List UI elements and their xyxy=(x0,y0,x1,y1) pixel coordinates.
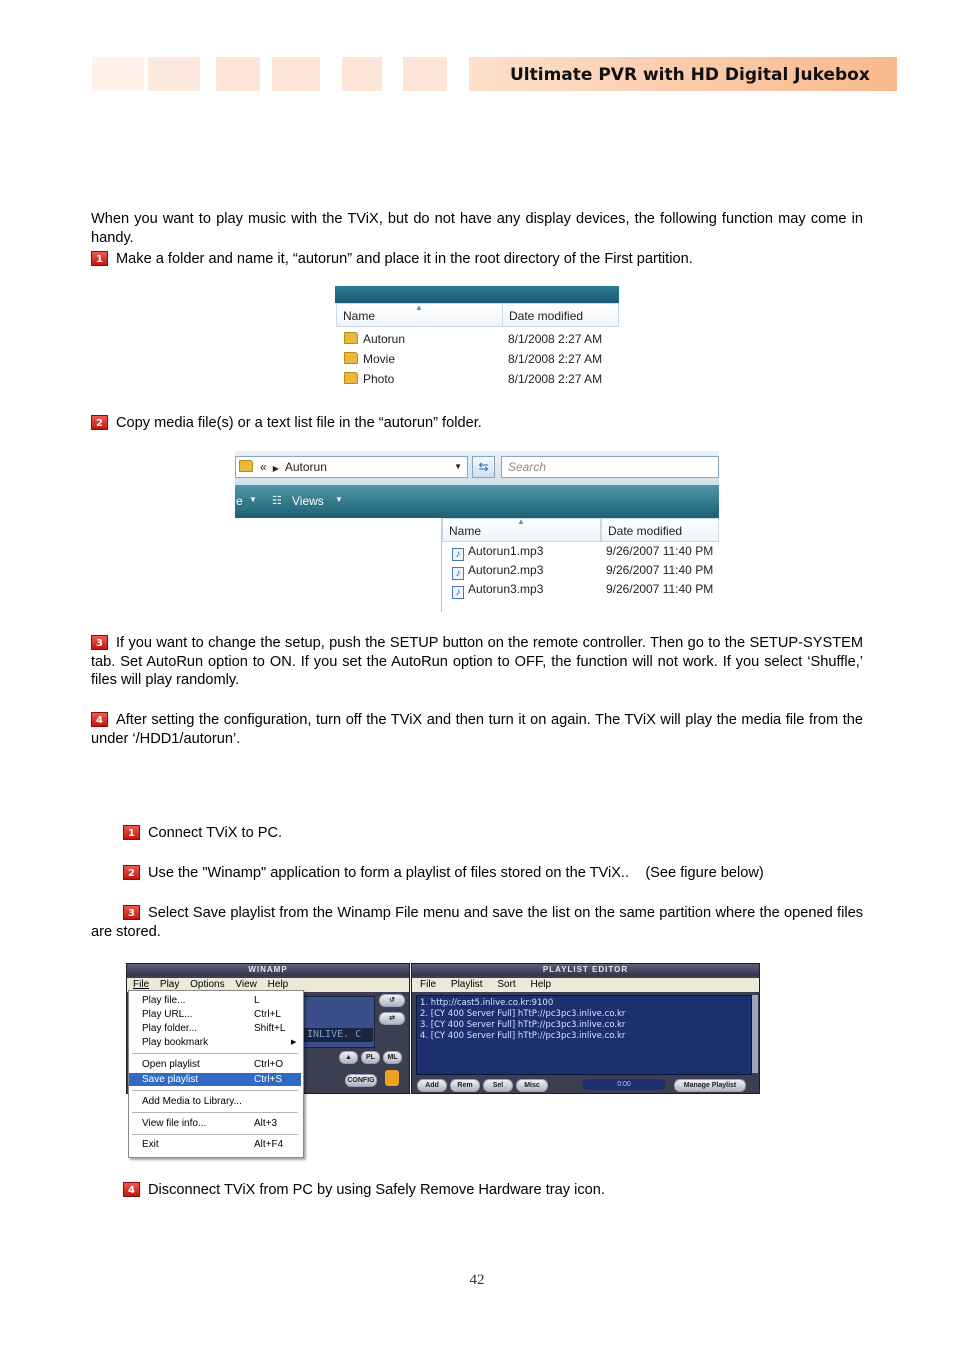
menu-separator xyxy=(132,1134,298,1135)
views-icon: ☷ xyxy=(272,495,282,507)
song-ticker: INLIVE. C xyxy=(303,1028,373,1042)
header-decor-1 xyxy=(92,57,144,91)
menu-item-play-folder[interactable]: Play folder... Shift+L xyxy=(142,1023,286,1034)
page-number: 42 xyxy=(469,1272,485,1288)
ml-button[interactable]: ML xyxy=(383,1051,402,1064)
sort-ascending-icon: ▲ xyxy=(517,517,525,526)
winamp-logo-icon xyxy=(385,1070,399,1086)
sort-ascending-icon: ▲ xyxy=(415,303,423,312)
step-4 xyxy=(91,711,863,748)
step-2-winamp xyxy=(123,864,863,883)
views-button[interactable]: Views xyxy=(292,494,324,508)
chevron-right-icon: ▶ xyxy=(272,464,279,473)
add-button[interactable]: Add xyxy=(417,1079,447,1092)
list-item[interactable]: 2. [CY 400 Server Full] hTtP://pc3pc3.inlive.co.kr xyxy=(420,1009,626,1019)
audio-file-icon: ♪ xyxy=(452,567,464,580)
playlist-titlebar[interactable]: PLAYLIST EDITOR xyxy=(412,964,759,976)
list-item[interactable]: ♪ Autorun1.mp3 xyxy=(452,544,543,561)
playlist-time-display: 0:00 xyxy=(582,1079,666,1090)
step-1 xyxy=(91,250,863,269)
playlist-scrollbar[interactable] xyxy=(752,995,758,1073)
column-header-name[interactable]: Name xyxy=(442,518,601,542)
playlist-menubar xyxy=(412,978,759,992)
navigation-pane xyxy=(235,518,442,612)
shuffle-button[interactable]: ⇄ xyxy=(379,1012,405,1025)
address-bar[interactable] xyxy=(235,456,468,478)
misc-button[interactable]: Misc xyxy=(516,1079,548,1092)
folder-icon xyxy=(239,460,253,472)
step-number-badge: 1 xyxy=(123,825,140,840)
menu-item-save-playlist[interactable]: Save playlist Ctrl+S xyxy=(129,1073,301,1086)
header-decor-5 xyxy=(342,57,382,91)
audio-file-icon: ♪ xyxy=(452,586,464,599)
menu-sort[interactable]: Sort xyxy=(497,979,516,990)
step-text: Connect TViX to PC. xyxy=(148,825,283,841)
step-3 xyxy=(91,634,863,690)
menu-item-view-file-info[interactable]: View file info... Alt+3 xyxy=(142,1118,278,1129)
menu-separator xyxy=(132,1053,298,1054)
step-3-save-playlist xyxy=(91,904,863,941)
winamp-file-menu xyxy=(128,990,304,1158)
list-item-date: 9/26/2007 11:40 PM xyxy=(606,582,714,596)
list-item-date: 9/26/2007 11:40 PM xyxy=(606,563,714,577)
explorer-toolbar xyxy=(335,286,619,303)
menu-help[interactable]: Help xyxy=(267,979,289,990)
repeat-button[interactable]: ↺ xyxy=(379,994,405,1007)
menu-file[interactable]: File xyxy=(420,979,437,990)
intro-paragraph: When you want to play music with the TViX, but do not have any display devices, the following function may come in handy. xyxy=(91,211,863,246)
step-number-badge: 4 xyxy=(91,712,108,727)
list-item[interactable]: 3. [CY 400 Server Full] hTtP://pc3pc3.inlive.co.kr xyxy=(420,1020,626,1030)
config-button[interactable]: CONFIG xyxy=(345,1074,377,1087)
menu-options[interactable]: Options xyxy=(190,979,225,990)
remove-button[interactable]: Rem xyxy=(450,1079,480,1092)
folder-icon xyxy=(344,332,358,344)
step-number-badge: 1 xyxy=(91,251,108,266)
chevron-down-icon[interactable]: ▼ xyxy=(454,462,462,471)
playlist-items xyxy=(416,995,752,1075)
winamp-titlebar[interactable]: WINAMP xyxy=(127,964,409,976)
step-1-connect xyxy=(123,824,863,843)
select-button[interactable]: Sel xyxy=(483,1079,513,1092)
menu-play[interactable]: Play xyxy=(159,979,180,990)
header-decor-3 xyxy=(216,57,260,91)
menu-item-play-bookmark[interactable]: Play bookmark ▶ xyxy=(142,1037,297,1048)
header-decor-2 xyxy=(148,57,200,91)
step-number-badge: 2 xyxy=(91,415,108,430)
address-text: Autorun xyxy=(284,460,327,474)
playlist-editor-window xyxy=(411,963,760,1094)
address-prefix[interactable]: « xyxy=(260,460,267,474)
step-4-disconnect xyxy=(123,1181,863,1200)
step-number-badge: 2 xyxy=(123,865,140,880)
step-text: Use the "Winamp" application to form a playlist of files stored on the TViX.. (See figure below) xyxy=(148,865,764,881)
explorer-toolbar xyxy=(235,485,719,518)
step-text: Copy media file(s) or a text list file in the “autorun” folder. xyxy=(116,415,482,431)
list-item[interactable]: Movie xyxy=(344,352,395,366)
step-number-badge: 4 xyxy=(123,1182,140,1197)
audio-file-icon: ♪ xyxy=(452,548,464,561)
step-text: If you want to change the setup, push the SETUP button on the remote controller. Then go to the SETUP-SYSTEM tab. Set AutoRun option to ON. If you set the AutoRun option to OFF, the function will not work. If you select ‘Shuffle,’ files will play randomly. xyxy=(91,635,863,688)
menu-item-add-media[interactable]: Add Media to Library... xyxy=(142,1096,242,1107)
menu-playlist[interactable]: Playlist xyxy=(450,979,483,990)
menu-item-play-url[interactable]: Play URL... Ctrl+L xyxy=(142,1009,281,1020)
list-item[interactable]: Photo xyxy=(344,372,394,386)
menu-view[interactable]: View xyxy=(235,979,257,990)
header-decor-4 xyxy=(272,57,320,91)
step-2 xyxy=(91,414,863,433)
list-item-date: 9/26/2007 11:40 PM xyxy=(606,544,714,558)
toolbar-truncated-label[interactable]: e xyxy=(236,494,243,508)
chevron-down-icon[interactable]: ▼ xyxy=(249,495,257,504)
list-item-date: 8/1/2008 2:27 AM xyxy=(508,332,603,346)
list-item[interactable]: Autorun xyxy=(344,332,405,346)
chevron-down-icon[interactable]: ▼ xyxy=(335,495,343,504)
header-title: Ultimate PVR with HD Digital Jukebox xyxy=(469,57,897,91)
step-text: Make a folder and name it, “autorun” and place it in the root directory of the First partition. xyxy=(116,251,693,267)
menu-file[interactable]: File xyxy=(133,979,150,990)
folder-icon xyxy=(344,352,358,364)
step-number-badge: 3 xyxy=(123,905,140,920)
header-decor-6 xyxy=(403,57,447,91)
column-header-date[interactable]: Date modified xyxy=(502,303,619,327)
column-header-name[interactable]: Name xyxy=(336,303,503,327)
list-item-date: 8/1/2008 2:27 AM xyxy=(508,352,603,366)
explorer-screenshot-folders xyxy=(335,286,619,392)
list-item-date: 8/1/2008 2:27 AM xyxy=(508,372,603,386)
menu-item-exit[interactable]: Exit Alt+F4 xyxy=(142,1139,284,1150)
list-item[interactable]: 4. [CY 400 Server Full] hTtP://pc3pc3.inlive.co.kr xyxy=(420,1031,626,1041)
step-text: Select Save playlist from the Winamp File menu and save the list on the same partition where the opened files are stored. xyxy=(91,905,863,940)
menu-separator xyxy=(132,1090,298,1091)
list-item[interactable]: 1. http://cast5.inlive.co.kr:9100 xyxy=(420,998,554,1008)
eject-button[interactable]: ▲ xyxy=(339,1051,358,1064)
step-number-badge: 3 xyxy=(91,635,108,650)
folder-icon xyxy=(344,372,358,384)
menu-separator xyxy=(132,1112,298,1113)
explorer-screenshot-autorun xyxy=(235,451,719,612)
menu-item-open-playlist[interactable]: Open playlist Ctrl+O xyxy=(142,1059,284,1070)
list-item[interactable]: ♪ Autorun2.mp3 xyxy=(452,563,543,580)
column-header-date[interactable]: Date modified xyxy=(601,518,719,542)
menu-item-play-file[interactable]: Play file... L xyxy=(142,995,260,1006)
refresh-icon[interactable]: ⇆ xyxy=(472,456,495,478)
submenu-arrow-icon: ▶ xyxy=(291,1039,297,1046)
pl-button[interactable]: PL xyxy=(361,1051,380,1064)
step-text: After setting the configuration, turn off the TViX and then turn it on again. The TViX will play the media file from the under ‘/HDD1/autorun’. xyxy=(91,712,863,747)
manage-playlist-button[interactable]: Manage Playlist xyxy=(674,1079,746,1092)
search-input[interactable]: Search xyxy=(501,456,719,478)
step-text: Disconnect TViX from PC by using Safely Remove Hardware tray icon. xyxy=(148,1182,605,1198)
menu-help[interactable]: Help xyxy=(530,979,552,990)
list-item[interactable]: ♪ Autorun3.mp3 xyxy=(452,582,543,599)
